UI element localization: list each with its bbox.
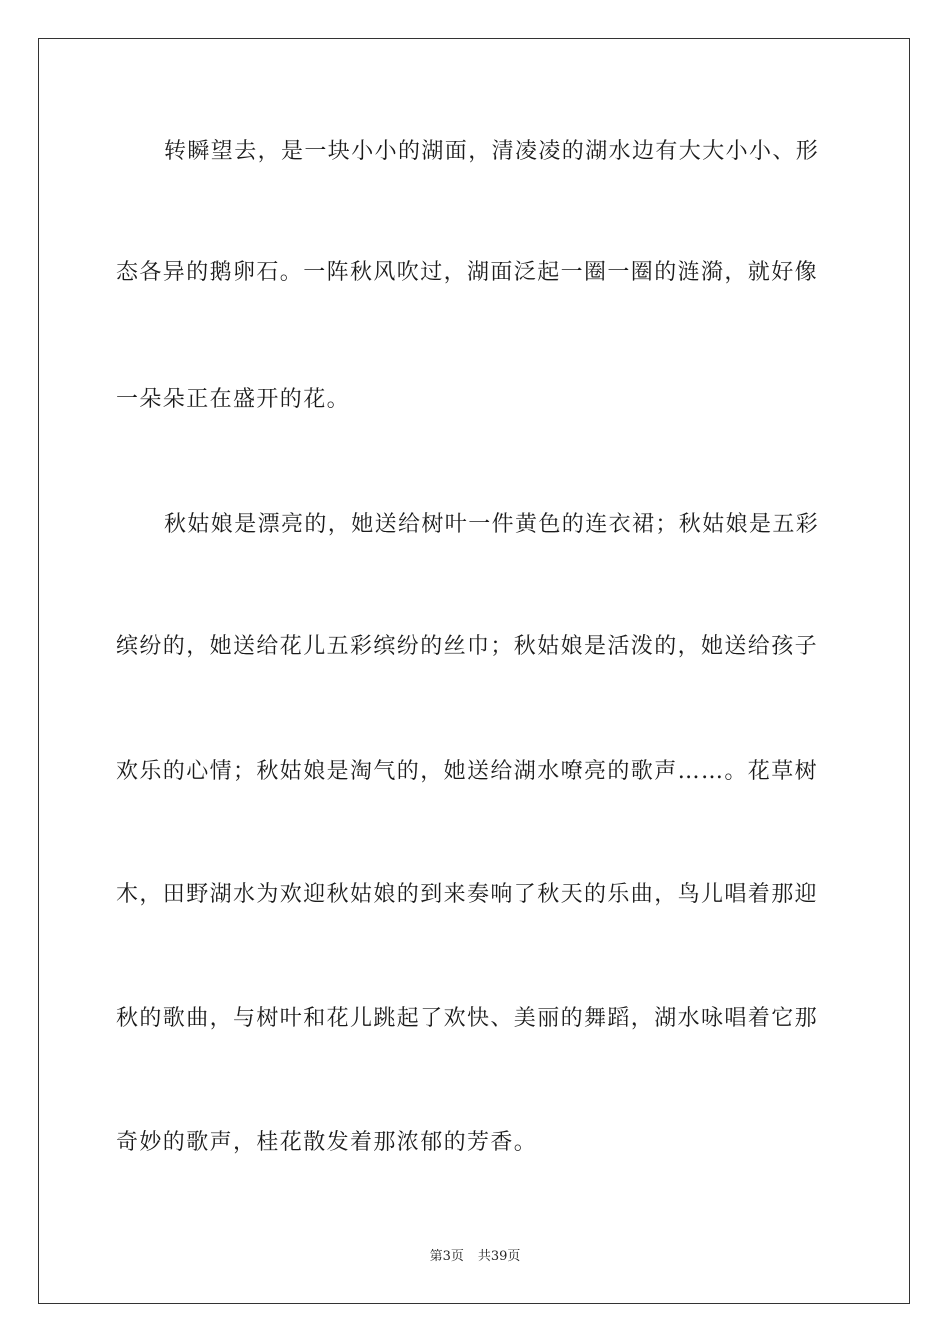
page-footer	[0, 1248, 950, 1266]
text-line: 欢乐的心情；秋姑娘是淘气的，她送给湖水嘹亮的歌声……。花草树	[116, 759, 819, 784]
text-line: 缤纷的，她送给花儿五彩缤纷的丝巾；秋姑娘是活泼的，她送给孩子	[116, 634, 819, 659]
page-total: 共39页	[477, 1249, 521, 1264]
text-line: 奇妙的歌声，桂花散发着那浓郁的芳香。	[116, 1130, 538, 1155]
page-border	[38, 38, 910, 1304]
text-line: 木，田野湖水为欢迎秋姑娘的到来奏响了秋天的乐曲，鸟儿唱着那迎	[116, 882, 819, 907]
text-line: 一朵朵正在盛开的花。	[116, 387, 351, 412]
text-line: 秋的歌曲，与树叶和花儿跳起了欢快、美丽的舞蹈，湖水咏唱着它那	[116, 1006, 819, 1031]
text-line: 态各异的鹅卵石。一阵秋风吹过，湖面泛起一圈一圈的涟漪，就好像	[116, 260, 819, 285]
text-line: 秋姑娘是漂亮的，她送给树叶一件黄色的连衣裙；秋姑娘是五彩	[164, 512, 820, 537]
page-number: 第3页	[429, 1249, 464, 1264]
text-line: 转瞬望去，是一块小小的湖面，清凌凌的湖水边有大大小小、形	[164, 139, 820, 164]
